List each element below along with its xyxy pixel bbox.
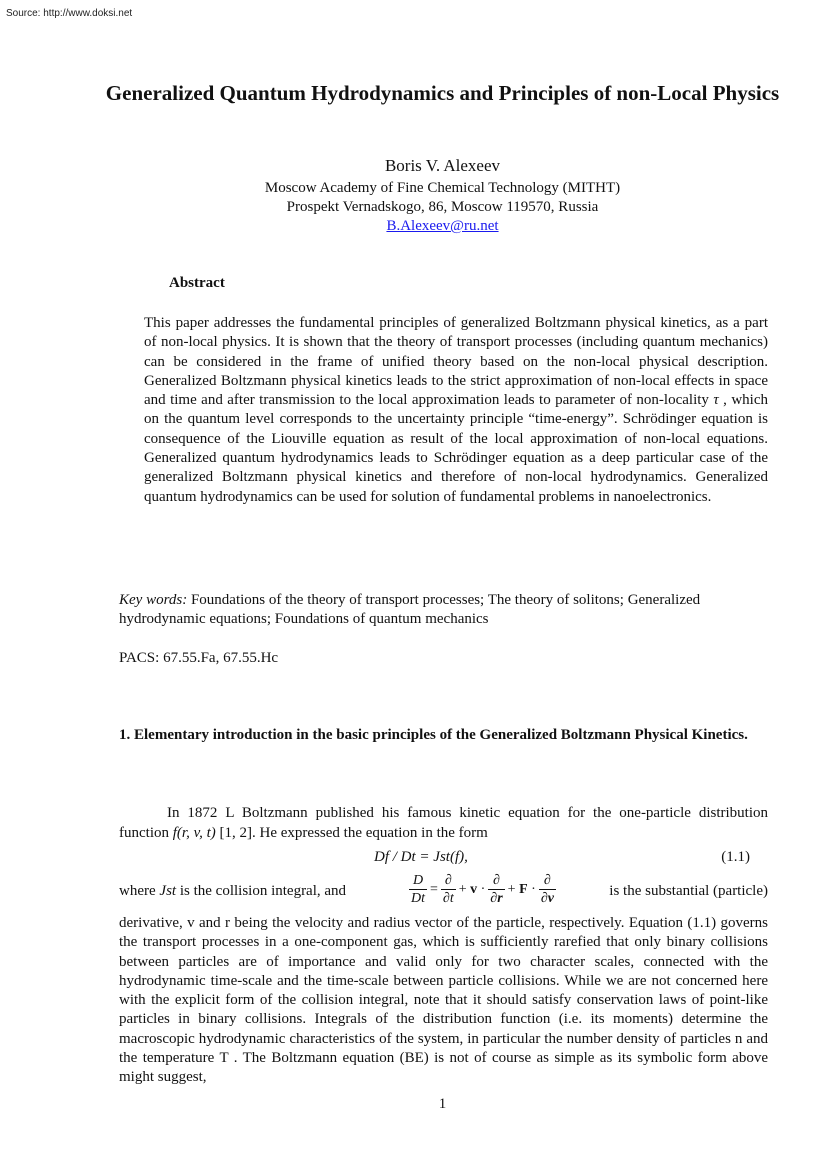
paper-title: Generalized Quantum Hydrodynamics and Principles of non-Local Physics (105, 81, 780, 105)
section-heading: 1. Elementary introduction in the basic principles of the Generalized Boltzmann Physical Kinetics. (119, 727, 748, 743)
abstract-text (144, 314, 768, 507)
pacs-codes: PACS: 67.55.Fa, 67.55.Hc (119, 650, 279, 666)
equation-expression: Df / Dt = Jst(f), (374, 849, 468, 865)
frac-partial-r: $\frac{\partial}{\partial r}$ (490, 873, 503, 906)
abstract-part-2: , which on the quantum level corresponds to the uncertainty principle “time-energy”. Schrödinger equation is consequence of the Liouville equation as result of the local approximation of non-local equations. Generalized quantum hydrodynamics leads to Schrödinger equation as a deep particular case of the generalized Boltzmann physical kinetics and therefore of non-local hydrodynamics. Generalized quantum hydrodynamics can be used for solution of fundamental problems in nanoelectronics. (144, 392, 769, 505)
keywords-text: Foundations of the theory of transport processes; The theory of solitons; Generalized hydrodynamic equations; Foundations of quantum mechanics (119, 592, 701, 628)
paragraph-body: derivative, v and r being the velocity and radius vector of the particle, respectively. Equation (1.1) governs the transport processes in a one-component gas, which is sufficiently rarefied that only binary collisions between particles are of importance and valid only for two character scales, connected with the hydrodynamic time-scale and the time-scale between particle collisions. While we are not concerned here with the explicit form of the collision integral, note that it should satisfy conservation laws of point-like particles in binary collisions. Integrals of the distribution function (i.e. its moments) determine the macroscopic hydrodynamic characteristics of the system, in particular the number density of particles n and the temperature T . The Boltzmann equation (BE) is not of course as simple as its symbolic form above might suggest, (119, 915, 768, 1086)
equation-1-1 (119, 849, 768, 869)
abstract-heading: Abstract (169, 275, 225, 291)
equation-number: (1.1) (721, 849, 750, 865)
affiliation-line-1: Moscow Academy of Fine Chemical Technology (MITHT) (264, 180, 621, 196)
tau-symbol: τ (713, 392, 719, 409)
where-text-c: is the substantial (particle) (609, 883, 768, 899)
where-text-b: is the collision integral, and (179, 883, 347, 899)
where-text-a (119, 883, 346, 900)
collision-integral-symbol: Jst (159, 883, 177, 899)
para1-text-b: [1, 2]. He expressed the equation in the form (219, 825, 488, 841)
where-word: where (119, 883, 156, 899)
paragraph-intro (119, 803, 768, 843)
author-name: Boris V. Alexeev (384, 156, 501, 175)
affiliation (100, 179, 785, 236)
affiliation-line-2: Prospekt Vernadskogo, 86, Moscow 119570, Russia (286, 199, 599, 215)
source-url: Source: http://www.doksi.net (6, 8, 133, 19)
keywords-label: Key words: (119, 592, 188, 608)
para1-text-a: In 1872 L Boltzmann published his famous kinetic equation for the one-particle distribution function (119, 805, 768, 841)
where-line (119, 872, 768, 912)
email-link[interactable]: B.Alexeev@ru.net (386, 218, 499, 234)
frac-partial-t: $\frac{\partial}{\partial t}$ (442, 873, 454, 906)
abstract-part-1: This paper addresses the fundamental principles of generalized Boltzmann physical kinetics, as a part of non-local physics. It is shown that the theory of transport processes (including quantum mechanics) can be considered in the frame of unified theory based on the non-local physical description. Generalized Boltzmann physical kinetics leads to the strict approximation of non-local effects in space and time and after transmission to the local approximation leads to parameter of non-locality (144, 315, 768, 409)
distribution-function: f(r, v, t) (172, 825, 216, 841)
keywords (119, 591, 768, 630)
frac-D-Dt: $\frac{D}{Dt}$ (411, 873, 425, 906)
substantial-derivative-formula: $\frac{D}{Dt}$ = $\frac{\partial}{\partial t}$ + v · $\frac{\partial}{\partial r}$ + F · $\frac{\partial}{\partial v}$ (411, 873, 554, 906)
page-number: 1 (438, 1096, 447, 1112)
frac-partial-v: $\frac{\partial}{\partial v}$ (540, 873, 554, 906)
